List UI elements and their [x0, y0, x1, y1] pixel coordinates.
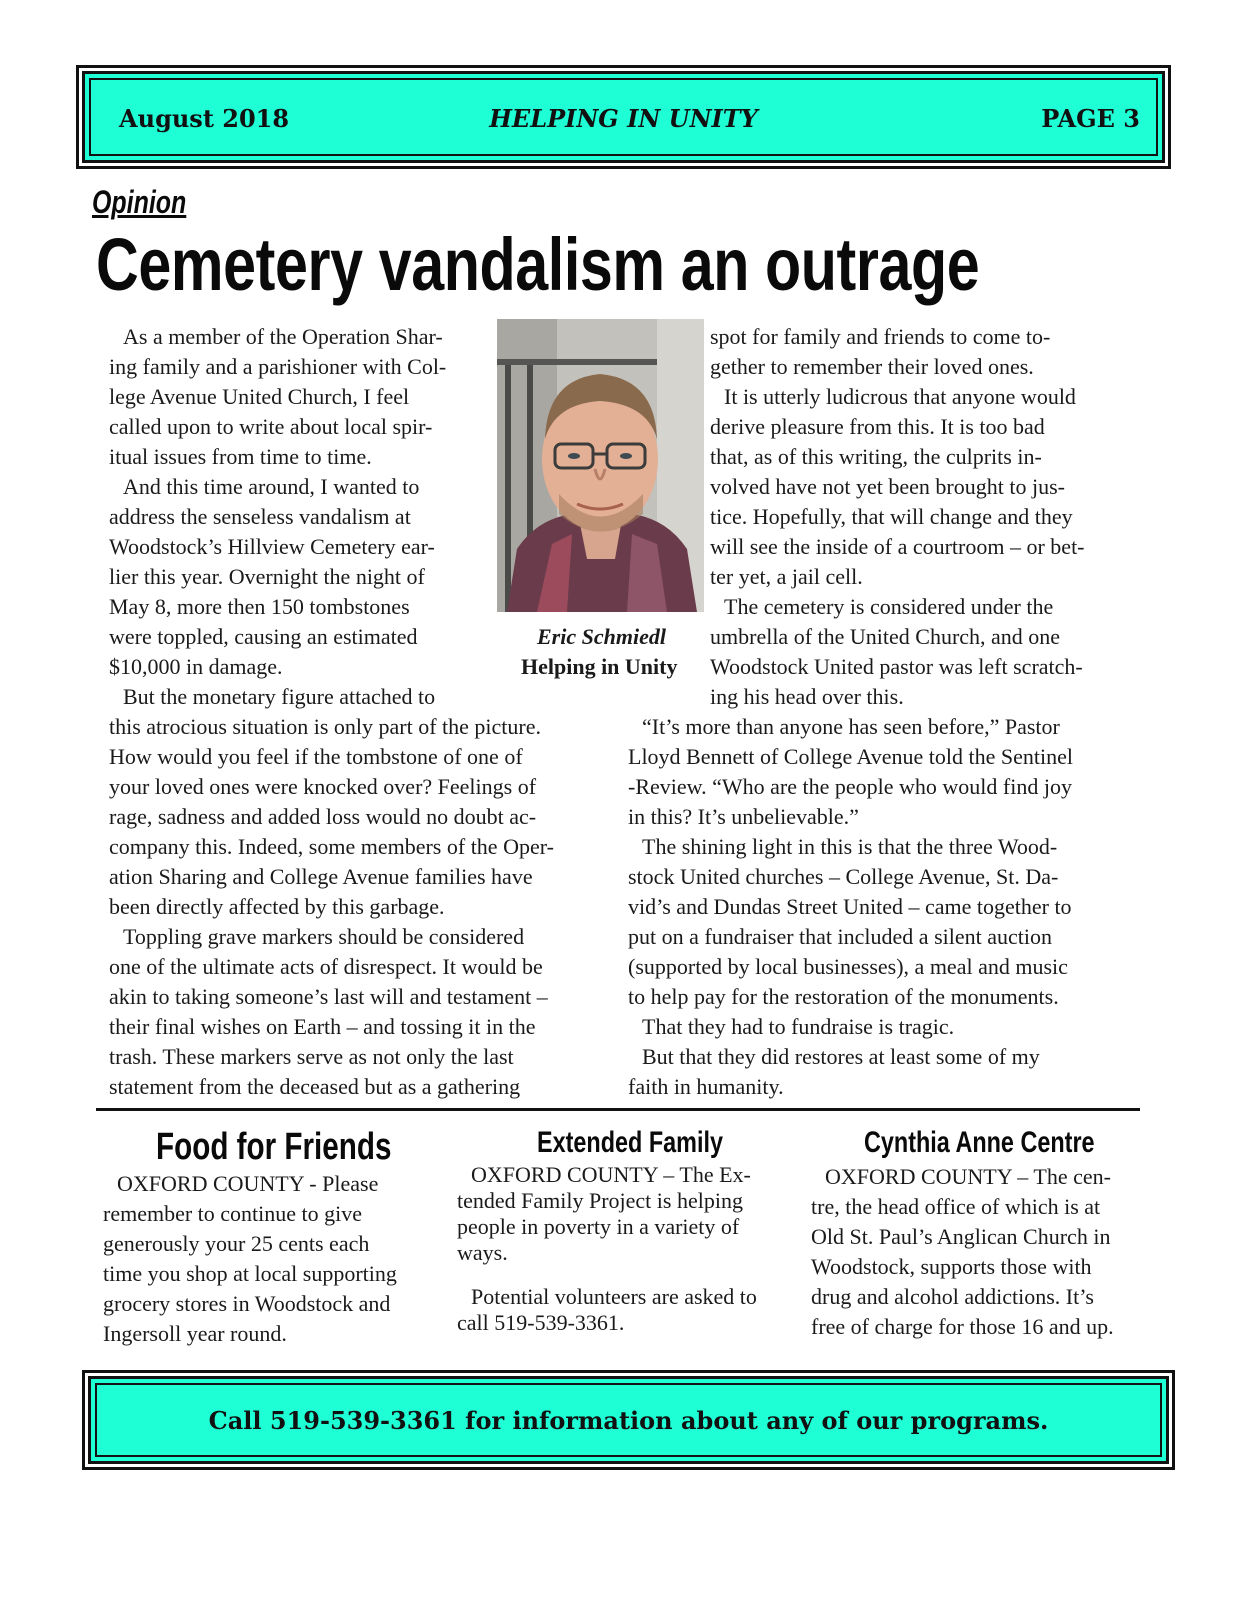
text-line: trash. These markers serve as not only the last	[109, 1044, 514, 1069]
box-title-extended-family: Extended Family	[537, 1126, 723, 1159]
text-line: that, as of this writing, the culprits in-	[710, 444, 1042, 469]
footer-call-to-action: Call 519-539-3361 for information about any of our programs.	[208, 1406, 1049, 1435]
text-line: this atrocious situation is only part of the picture.	[109, 714, 541, 739]
text-line: their final wishes on Earth – and tossing it in the	[109, 1014, 536, 1039]
article-column-right	[628, 322, 1138, 1102]
text-line: lier this year. Overnight the night of	[109, 564, 425, 589]
photo-caption-name: Eric Schmiedl	[537, 624, 666, 649]
text-line: itual issues from time to time.	[109, 444, 372, 469]
text-line: Woodstock United pastor was left scratch-	[710, 654, 1083, 679]
text-line: free of charge for those 16 and up.	[811, 1314, 1114, 1339]
text-line: ation Sharing and College Avenue families have	[109, 864, 533, 889]
text-line: in this? It’s unbelievable.”	[628, 804, 859, 829]
text-line: umbrella of the United Church, and one	[710, 624, 1061, 649]
text-line: ter yet, a jail cell.	[710, 564, 863, 589]
text-line: And this time around, I wanted to	[123, 474, 420, 499]
text-line: address the senseless vandalism at	[109, 504, 411, 529]
text-line: (supported by local businesses), a meal and music	[628, 954, 1068, 979]
text-line: -Review. “Who are the people who would find joy	[628, 774, 1072, 799]
text-line: Toppling grave markers should be considered	[123, 924, 525, 949]
text-line: “It’s more than anyone has seen before,” Pastor	[642, 714, 1060, 739]
text-line: put on a fundraiser that included a silent auction	[628, 924, 1052, 949]
text-line: stock United churches – College Avenue, St. Da-	[628, 864, 1059, 889]
text-line: volved have not yet been brought to jus-	[710, 474, 1065, 499]
text-line: spot for family and friends to come to-	[710, 324, 1051, 349]
text-line: $10,000 in damage.	[109, 654, 283, 679]
text-line: It is utterly ludicrous that anyone would	[724, 384, 1076, 409]
text-line: to help pay for the restoration of the monuments.	[628, 984, 1059, 1009]
text-line: OXFORD COUNTY – The Ex-	[471, 1162, 751, 1187]
box-text-food-for-friends	[103, 1169, 397, 1349]
text-line: akin to taking someone’s last will and testament –	[109, 984, 548, 1009]
text-line: ing his head over this.	[710, 684, 904, 709]
box-title-food-for-friends: Food for Friends	[156, 1126, 392, 1168]
text-line: How would you feel if the tombstone of one of	[109, 744, 523, 769]
text-line: ing family and a parishioner with Col-	[109, 354, 447, 379]
header-banner	[82, 71, 1165, 163]
text-line: As a member of the Operation Shar-	[123, 324, 443, 349]
text-line: But that they did restores at least some of my	[642, 1044, 1040, 1069]
text-line: derive pleasure from this. It is too bad	[710, 414, 1045, 439]
text-line: tre, the head office of which is at	[811, 1194, 1101, 1219]
text-line: May 8, more then 150 tombstones	[109, 594, 410, 619]
blank-line	[457, 1266, 757, 1284]
text-line: been directly affected by this garbage.	[109, 894, 445, 919]
section-divider	[96, 1108, 1140, 1111]
box-text-cynthia-anne-centre	[811, 1162, 1114, 1342]
text-line: Woodstock, supports those with	[811, 1254, 1092, 1279]
text-line: company this. Indeed, some members of the Oper-	[109, 834, 554, 859]
issue-date: August 2018	[119, 104, 290, 133]
text-line: generously your 25 cents each	[103, 1231, 370, 1256]
text-line: time you shop at local supporting	[103, 1261, 397, 1286]
box-title-cynthia-anne-centre: Cynthia Anne Centre	[864, 1126, 1095, 1159]
text-line: The cemetery is considered under the	[724, 594, 1054, 619]
box-text-extended-family	[457, 1162, 757, 1336]
text-line: grocery stores in Woodstock and	[103, 1291, 391, 1316]
text-line: ways.	[457, 1240, 508, 1265]
photo-caption-org: Helping in Unity	[521, 654, 678, 679]
text-line: Old St. Paul’s Anglican Church in	[811, 1224, 1111, 1249]
text-line: were toppled, causing an estimated	[109, 624, 418, 649]
text-line: statement from the deceased but as a gathering	[109, 1074, 521, 1099]
text-line: OXFORD COUNTY – The cen-	[825, 1164, 1111, 1189]
footer-banner	[88, 1376, 1169, 1464]
text-line: Potential volunteers are asked to	[471, 1284, 757, 1309]
section-kicker: Opinion	[92, 184, 187, 220]
text-line: drug and alcohol addictions. It’s	[811, 1284, 1094, 1309]
text-line: gether to remember their loved ones.	[710, 354, 1034, 379]
text-line: OXFORD COUNTY - Please	[117, 1171, 379, 1196]
text-line: call 519-539-3361.	[457, 1310, 625, 1335]
page-number: PAGE 3	[1041, 104, 1140, 133]
text-line: Ingersoll year round.	[103, 1321, 287, 1346]
newsletter-title: HELPING IN UNITY	[489, 104, 758, 133]
text-line: Woodstock’s Hillview Cemetery ear-	[109, 534, 435, 559]
text-line: remember to continue to give	[103, 1201, 363, 1226]
text-line: tended Family Project is helping	[457, 1188, 743, 1213]
text-line: The shining light in this is that the three Wood-	[642, 834, 1058, 859]
text-line: That they had to fundraise is tragic.	[642, 1014, 955, 1039]
text-line: your loved ones were knocked over? Feelings of	[109, 774, 537, 799]
text-line: one of the ultimate acts of disrespect. It would be	[109, 954, 543, 979]
text-line: But the monetary figure attached to	[123, 684, 436, 709]
text-line: vid’s and Dundas Street United – came together to	[628, 894, 1072, 919]
text-line: rage, sadness and added loss would no doubt ac-	[109, 804, 537, 829]
text-line: lege Avenue United Church, I feel	[109, 384, 410, 409]
text-line: will see the inside of a courtroom – or bet-	[710, 534, 1085, 559]
text-line: faith in humanity.	[628, 1074, 784, 1099]
text-line: called upon to write about local spir-	[109, 414, 433, 439]
text-line: Lloyd Bennett of College Avenue told the Sentinel	[628, 744, 1074, 769]
article-headline: Cemetery vandalism an outrage	[96, 223, 980, 306]
text-line: people in poverty in a variety of	[457, 1214, 740, 1239]
text-line: tice. Hopefully, that will change and they	[710, 504, 1073, 529]
